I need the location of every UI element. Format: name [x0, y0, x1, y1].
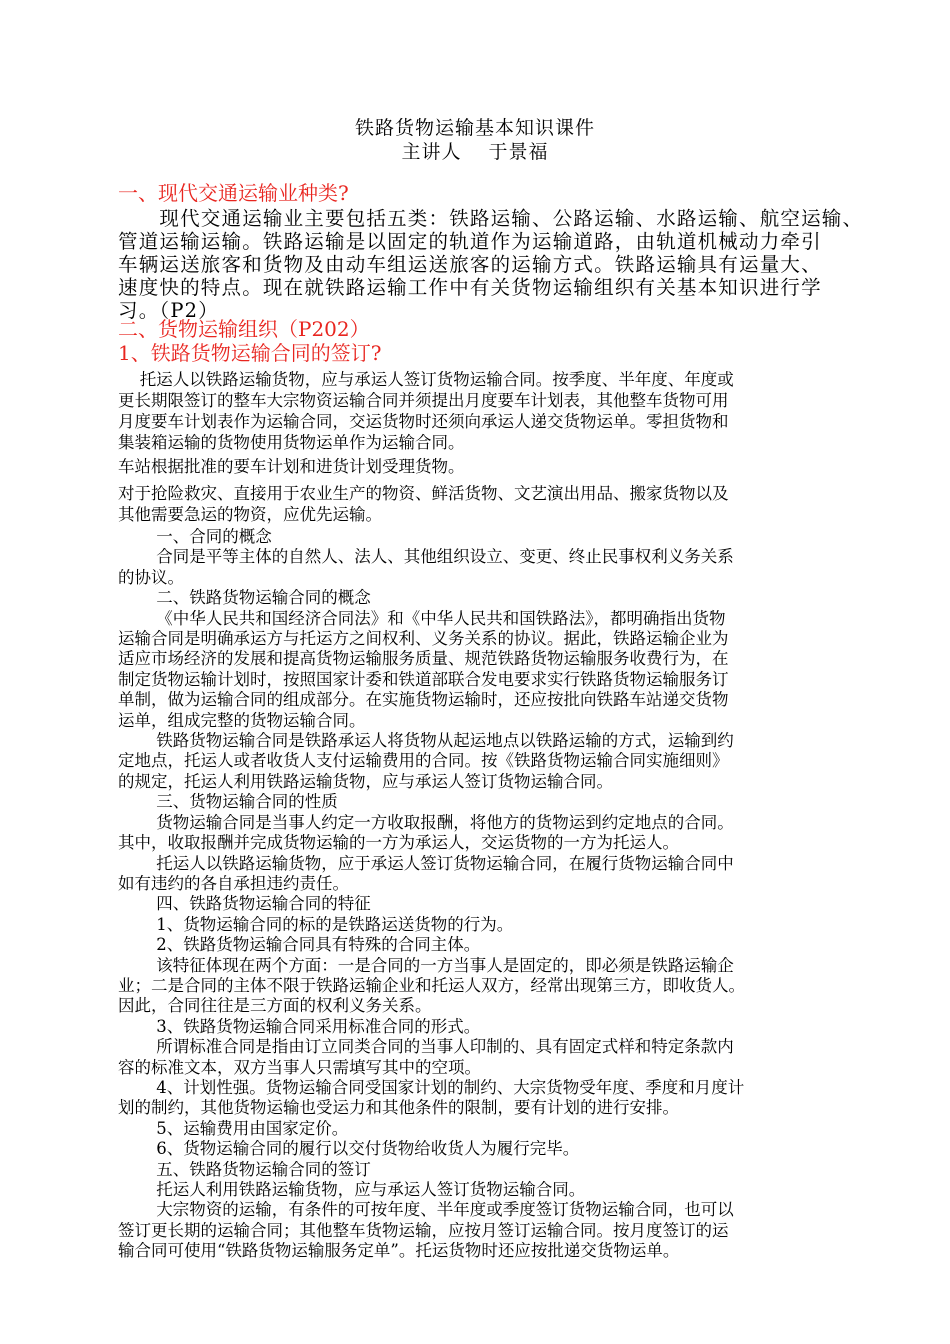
text-line: 托运人以铁路运输货物，应于承运人签订货物运输合同，在履行货物运输合同中 [118, 853, 734, 873]
text-line: 3、铁路货物运输合同采用标准合同的形式。 [118, 1016, 481, 1036]
text-line: 《中华人民共和国经济合同法》和《中华人民共和国铁路法》，都明确指出货物 [118, 608, 726, 628]
paragraph-contract-details [118, 527, 745, 1262]
document-title: 铁路货物运输基本知识课件 [354, 117, 595, 139]
text-line: 习。（P2） [118, 299, 219, 322]
text-line: 定地点，托运人或者收货人支付运输费用的合同。按《铁路货物运输合同实施细则》 [118, 751, 729, 771]
text-line: 车辆运送旅客和货物及由动车组运送旅客的运输方式。铁路运输具有运量大、 [118, 253, 822, 276]
text-line: 货物运输合同是当事人约定一方收取报酬，将他方的货物运到约定地点的合同。 [118, 812, 734, 832]
paragraph-contract-intro [118, 369, 734, 453]
text-line: 划的制约，其他货物运输也受运力和其他条件的限制，要有计划的进行安排。 [118, 1098, 679, 1118]
text-line: 托运人以铁路运输货物，应与承运人签订货物运输合同。按季度、半年度、年度或 [118, 370, 734, 389]
text-line: 如有违约的各自承担违约责任。 [118, 873, 349, 893]
section-1-body [118, 207, 863, 322]
text-line: 现代交通运输业主要包括五类：铁路运输、公路运输、水路运输、航空运输、 [118, 207, 864, 230]
text-line: 运单，组成完整的货物运输合同。 [118, 710, 366, 730]
text-line: 一、合同的概念 [118, 527, 272, 546]
text-line: 管道运输运输。铁路运输是以固定的轨道作为运输道路，由轨道机械动力牵引 [118, 230, 822, 253]
paragraph-station [118, 456, 465, 477]
text-line: 速度快的特点。现在就铁路运输工作中有关货物运输组织有关基本知识进行学 [118, 276, 822, 299]
text-line: 二、铁路货物运输合同的概念 [118, 588, 371, 608]
text-line: 1、货物运输合同的标的是铁路运送货物的行为。 [118, 914, 514, 934]
text-line: 其他需要急运的物资，应优先运输。 [118, 505, 382, 524]
text-line: 铁路货物运输合同是铁路承运人将货物从起运地点以铁路运输的方式，运输到约 [118, 731, 734, 751]
text-line: 因此，合同往往是三方面的权利义务关系。 [118, 996, 432, 1016]
section-1-heading: 一、现代交通运输业种类? [118, 181, 349, 205]
presenter-line: 主讲人 于景福 [401, 141, 549, 163]
text-line: 签订更长期的运输合同；其他整车货物运输，应按月签订运输合同。按月度签订的运 [118, 1220, 729, 1240]
text-line: 托运人利用铁路运输货物，应与承运人签订货物运输合同。 [118, 1180, 586, 1199]
text-line: 制定货物运输计划时，按照国家计委和铁道部联合发电要求实行铁路货物运输服务订 [118, 669, 729, 689]
text-line: 对于抢险救灾、直接用于农业生产的物资、鲜活货物、文艺演出用品、搬家货物以及 [118, 484, 729, 503]
section-2-heading: 二、货物运输组织（P202） [118, 317, 370, 341]
text-line: 车站根据批准的要车计划和进货计划受理货物。 [118, 457, 465, 476]
paragraph-priority [118, 483, 729, 525]
text-line: 单制，做为运输合同的组成部分。在实施货物运输时，还应按批向铁路车站递交货物 [118, 690, 729, 710]
text-line: 四、铁路货物运输合同的特征 [118, 894, 371, 914]
text-line: 三、货物运输合同的性质 [118, 792, 338, 812]
text-line: 合同是平等主体的自然人、法人、其他组织设立、变更、终止民事权利义务关系 [118, 547, 734, 567]
section-2-subheading: 1、铁路货物运输合同的签订? [118, 341, 382, 365]
text-line: 其中，收取报酬并完成货物运输的一方为承运人，交运货物的一方为托运人。 [118, 833, 679, 853]
text-line: 5、运输费用由国家定价。 [118, 1118, 349, 1138]
text-line: 6、货物运输合同的履行以交付货物给收货人为履行完毕。 [118, 1139, 580, 1159]
text-line: 的协议。 [118, 567, 184, 587]
text-line: 的规定，托运人利用铁路运输货物，应与承运人签订货物运输合同。 [118, 771, 613, 791]
text-line: 容的标准文本，双方当事人只需填写其中的空项。 [118, 1057, 481, 1077]
text-line: 五、铁路货物运输合同的签订 [118, 1159, 371, 1179]
text-line: 4、计划性强。货物运输合同受国家计划的制约、大宗货物受年度、季度和月度计 [118, 1077, 745, 1097]
text-line: 适应市场经济的发展和提高货物运输服务质量、规范铁路货物运输服务收费行为，在 [118, 649, 729, 669]
text-line: 该特征体现在两个方面：一是合同的一方当事人是固定的，即必须是铁路运输企 [118, 955, 734, 975]
text-line: 更长期限签订的整车大宗物资运输合同并须提出月度要车计划表，其他整车货物可用 [118, 391, 729, 410]
text-line: 所谓标准合同是指由订立同类合同的当事人印制的、具有固定式样和特定条款内 [118, 1037, 734, 1057]
text-line: 集装箱运输的货物使用货物运单作为运输合同。 [118, 433, 465, 452]
text-line: 业；二是合同的主体不限于铁路运输企业和托运人双方，经常出现第三方，即收货人。 [118, 975, 745, 995]
text-line: 月度要车计划表作为运输合同，交运货物时还须向承运人递交货物运单。零担货物和 [118, 412, 729, 431]
text-line: 运输合同是明确承运方与托运方之间权利、义务关系的协议。据此，铁路运输企业为 [118, 629, 729, 649]
text-line: 2、铁路货物运输合同具有特殊的合同主体。 [118, 935, 481, 955]
text-line: 输合同可使用“铁路货物运输服务定单”。托运货物时还应按批递交货物运单。 [118, 1241, 680, 1261]
text-line: 大宗物资的运输，有条件的可按年度、半年度或季度签订货物运输合同，也可以 [118, 1200, 734, 1220]
